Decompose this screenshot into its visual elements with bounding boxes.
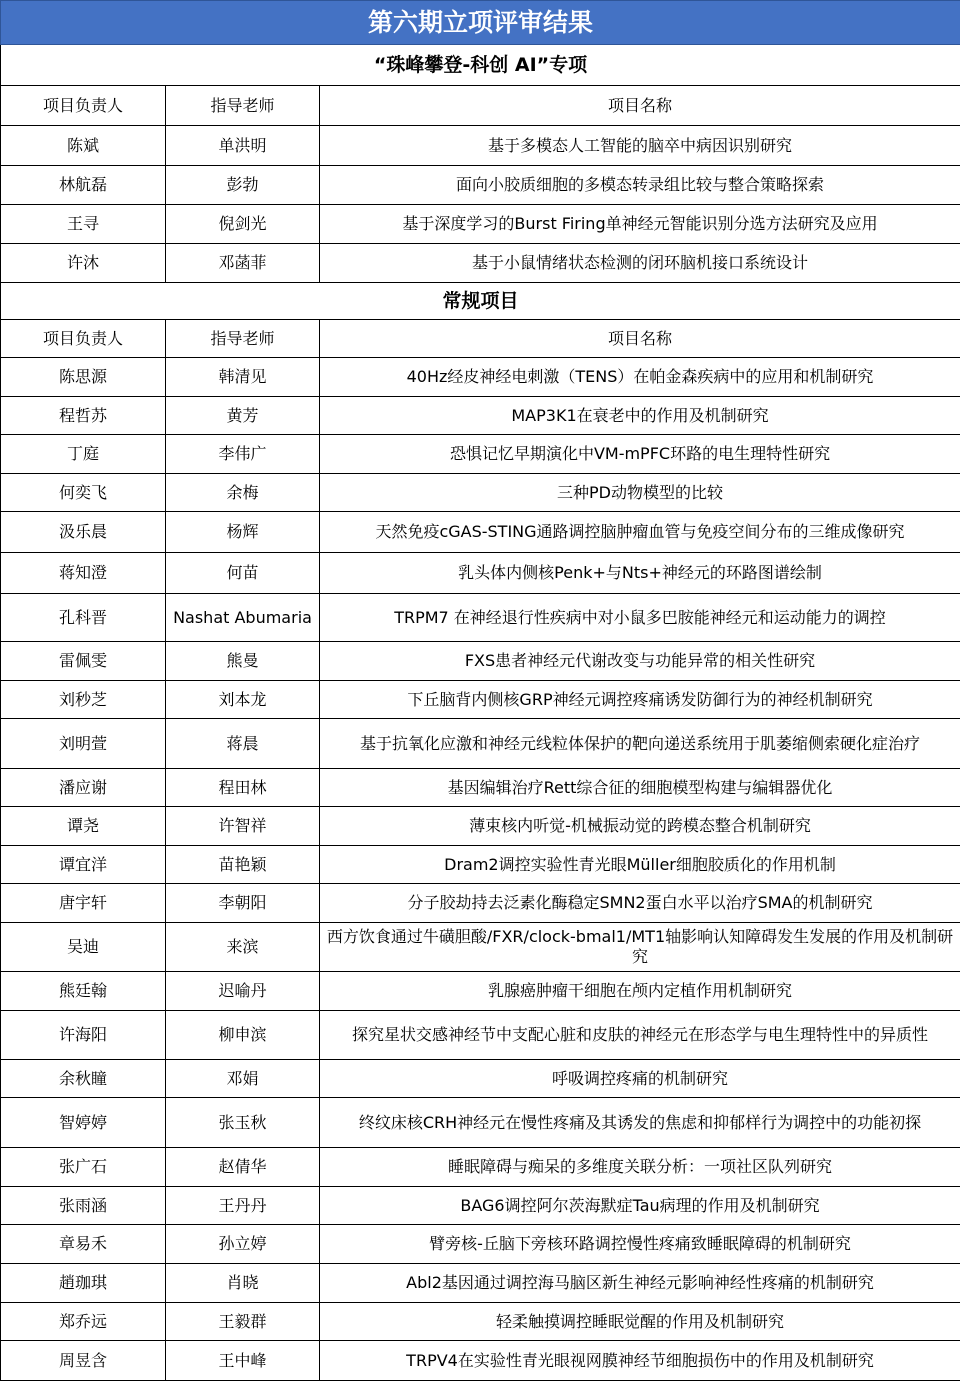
project-name-cell: 基因编辑治疗Rett综合征的细胞模型构建与编辑器优化: [320, 769, 960, 807]
title-row: [1, 1, 960, 45]
project-leader-cell: 张雨涵: [1, 1187, 166, 1225]
project-name-cell: BAG6调控阿尔茨海默症Tau病理的作用及机制研究: [320, 1187, 960, 1225]
project-leader-cell: 郑乔远: [1, 1303, 166, 1341]
project-leader-cell: 刘秒芝: [1, 681, 166, 719]
table-row: [1, 1060, 960, 1098]
advisor-cell: 张玉秋: [166, 1098, 320, 1148]
project-name-cell: 面向小胶质细胞的多模态转录组比较与整合策略探索: [320, 166, 960, 205]
project-leader-cell: 陈斌: [1, 126, 166, 166]
project-name-cell: 天然免疫cGAS-STING通路调控脑肿瘤血管与免疫空间分布的三维成像研究: [320, 512, 960, 553]
project-name-cell: 恐惧记忆早期演化中VM-mPFC环路的电生理特性研究: [320, 435, 960, 474]
project-leader-cell: 潘应谢: [1, 769, 166, 807]
column-header-leader: 项目负责人: [1, 86, 166, 126]
table-row: [1, 642, 960, 681]
table-row: [1, 923, 960, 972]
advisor-cell: 邓娟: [166, 1060, 320, 1098]
header-row: [1, 320, 960, 358]
project-leader-cell: 雷佩雯: [1, 642, 166, 681]
advisor-cell: 苗艳颖: [166, 846, 320, 884]
advisor-cell: 熊曼: [166, 642, 320, 681]
section-title: “珠峰攀登-科创 AI”专项: [1, 45, 960, 86]
results-table-body: [1, 1, 960, 1381]
column-header-project: 项目名称: [320, 320, 960, 358]
project-name-cell: 睡眠障碍与痴呆的多维度关联分析：一项社区队列研究: [320, 1148, 960, 1187]
header-row: [1, 86, 960, 126]
advisor-cell: 刘本龙: [166, 681, 320, 719]
advisor-cell: 孙立婷: [166, 1225, 320, 1264]
column-header-advisor: 指导老师: [166, 320, 320, 358]
table-row: [1, 512, 960, 553]
table-row: [1, 1264, 960, 1303]
project-name-cell: TRPM7 在神经退行性疾病中对小鼠多巴胺能神经元和运动能力的调控: [320, 594, 960, 642]
section-row: [1, 45, 960, 86]
advisor-cell: 许智祥: [166, 807, 320, 846]
advisor-cell: 蒋晨: [166, 719, 320, 769]
section-row: [1, 283, 960, 320]
table-row: [1, 1148, 960, 1187]
advisor-cell: 余梅: [166, 474, 320, 512]
project-name-cell: Dram2调控实验性青光眼Müller细胞胶质化的作用机制: [320, 846, 960, 884]
advisor-cell: 王丹丹: [166, 1187, 320, 1225]
advisor-cell: 李伟广: [166, 435, 320, 474]
table-row: [1, 846, 960, 884]
project-leader-cell: 刘明萱: [1, 719, 166, 769]
column-header-leader: 项目负责人: [1, 320, 166, 358]
advisor-cell: 来滨: [166, 923, 320, 972]
project-leader-cell: 林航磊: [1, 166, 166, 205]
project-leader-cell: 孔科晋: [1, 594, 166, 642]
table-row: [1, 1341, 960, 1381]
table-row: [1, 205, 960, 244]
advisor-cell: 倪剑光: [166, 205, 320, 244]
table-row: [1, 1303, 960, 1341]
advisor-cell: 韩清见: [166, 358, 320, 397]
advisor-cell: 单洪明: [166, 126, 320, 166]
project-name-cell: 基于抗氧化应激和神经元线粒体保护的靶向递送系统用于肌萎缩侧索硬化症治疗: [320, 719, 960, 769]
table-row: [1, 1011, 960, 1060]
project-name-cell: FXS患者神经元代谢改变与功能异常的相关性研究: [320, 642, 960, 681]
project-name-cell: 基于小鼠情绪状态检测的闭环脑机接口系统设计: [320, 244, 960, 283]
table-row: [1, 358, 960, 397]
project-leader-cell: 陈思源: [1, 358, 166, 397]
project-leader-cell: 许沐: [1, 244, 166, 283]
project-leader-cell: 何奕飞: [1, 474, 166, 512]
project-leader-cell: 丁庭: [1, 435, 166, 474]
project-name-cell: 终纹床核CRH神经元在慢性疼痛及其诱发的焦虑和抑郁样行为调控中的功能初探: [320, 1098, 960, 1148]
project-leader-cell: 章易禾: [1, 1225, 166, 1264]
project-name-cell: MAP3K1在衰老中的作用及机制研究: [320, 397, 960, 435]
project-leader-cell: 蒋知澄: [1, 553, 166, 594]
project-leader-cell: 吴迪: [1, 923, 166, 972]
project-leader-cell: 智婷婷: [1, 1098, 166, 1148]
table-row: [1, 1187, 960, 1225]
page-title: 第六期立项评审结果: [1, 1, 960, 45]
advisor-cell: 柳申滨: [166, 1011, 320, 1060]
project-name-cell: 40Hz经皮神经电刺激（TENS）在帕金森疾病中的应用和机制研究: [320, 358, 960, 397]
advisor-cell: 赵倩华: [166, 1148, 320, 1187]
project-leader-cell: 谭宜洋: [1, 846, 166, 884]
table-row: [1, 972, 960, 1011]
project-name-cell: 臂旁核-丘脑下旁核环路调控慢性疼痛致睡眠障碍的机制研究: [320, 1225, 960, 1264]
advisor-cell: 杨辉: [166, 512, 320, 553]
project-name-cell: 呼吸调控疼痛的机制研究: [320, 1060, 960, 1098]
table-row: [1, 1225, 960, 1264]
table-row: [1, 244, 960, 283]
project-leader-cell: 许海阳: [1, 1011, 166, 1060]
advisor-cell: 迟喻丹: [166, 972, 320, 1011]
advisor-cell: Nashat Abumaria: [166, 594, 320, 642]
project-leader-cell: 余秋瞳: [1, 1060, 166, 1098]
project-name-cell: 薄束核内听觉-机械振动觉的跨模态整合机制研究: [320, 807, 960, 846]
project-name-cell: 西方饮食通过牛磺胆酸/FXR/clock-bmal1/MT1轴影响认知障碍发生发展的作用及机制研究: [320, 923, 960, 972]
project-name-cell: 乳腺癌肿瘤干细胞在颅内定植作用机制研究: [320, 972, 960, 1011]
project-leader-cell: 熊廷翰: [1, 972, 166, 1011]
advisor-cell: 肖晓: [166, 1264, 320, 1303]
table-row: [1, 807, 960, 846]
project-leader-cell: 王寻: [1, 205, 166, 244]
project-name-cell: TRPV4在实验性青光眼视网膜神经节细胞损伤中的作用及机制研究: [320, 1341, 960, 1381]
project-leader-cell: 唐宇轩: [1, 884, 166, 923]
project-leader-cell: 谭尧: [1, 807, 166, 846]
table-row: [1, 719, 960, 769]
table-row: [1, 126, 960, 166]
advisor-cell: 黄芳: [166, 397, 320, 435]
project-name-cell: 乳头体内侧核Penk+与Nts+神经元的环路图谱绘制: [320, 553, 960, 594]
table-row: [1, 166, 960, 205]
table-row: [1, 435, 960, 474]
project-name-cell: 基于多模态人工智能的脑卒中病因识别研究: [320, 126, 960, 166]
table-row: [1, 553, 960, 594]
table-row: [1, 474, 960, 512]
project-name-cell: 探究星状交感神经节中支配心脏和皮肤的神经元在形态学与电生理特性中的异质性: [320, 1011, 960, 1060]
advisor-cell: 邓菡菲: [166, 244, 320, 283]
table-row: [1, 884, 960, 923]
advisor-cell: 程田林: [166, 769, 320, 807]
project-leader-cell: 汲乐晨: [1, 512, 166, 553]
table-row: [1, 1098, 960, 1148]
table-row: [1, 769, 960, 807]
project-name-cell: 轻柔触摸调控睡眠觉醒的作用及机制研究: [320, 1303, 960, 1341]
section-title: 常规项目: [1, 283, 960, 320]
advisor-cell: 李朝阳: [166, 884, 320, 923]
project-name-cell: 三种PD动物模型的比较: [320, 474, 960, 512]
column-header-advisor: 指导老师: [166, 86, 320, 126]
project-name-cell: 分子胶劫持去泛素化酶稳定SMN2蛋白水平以治疗SMA的机制研究: [320, 884, 960, 923]
project-name-cell: 下丘脑背内侧核GRP神经元调控疼痛诱发防御行为的神经机制研究: [320, 681, 960, 719]
table-row: [1, 594, 960, 642]
project-name-cell: Abl2基因通过调控海马脑区新生神经元影响神经性疼痛的机制研究: [320, 1264, 960, 1303]
project-leader-cell: 程哲苏: [1, 397, 166, 435]
advisor-cell: 王中峰: [166, 1341, 320, 1381]
table-row: [1, 681, 960, 719]
project-leader-cell: 周昱含: [1, 1341, 166, 1381]
table-row: [1, 397, 960, 435]
project-leader-cell: 趙珈琪: [1, 1264, 166, 1303]
project-leader-cell: 张广石: [1, 1148, 166, 1187]
project-name-cell: 基于深度学习的Burst Firing单神经元智能识别分选方法研究及应用: [320, 205, 960, 244]
advisor-cell: 王毅群: [166, 1303, 320, 1341]
advisor-cell: 彭勃: [166, 166, 320, 205]
column-header-project: 项目名称: [320, 86, 960, 126]
advisor-cell: 何苗: [166, 553, 320, 594]
